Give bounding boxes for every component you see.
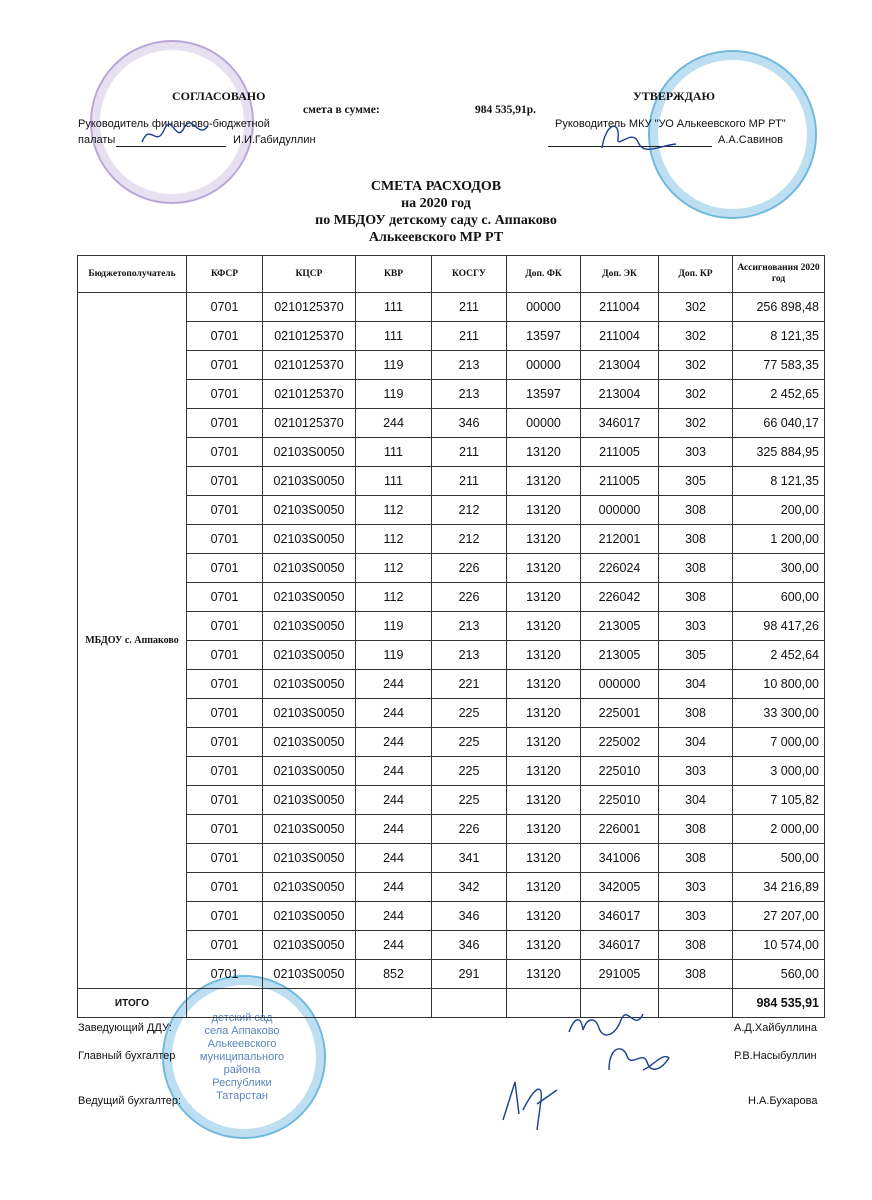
table-cell: 8 121,35 <box>733 322 825 351</box>
table-cell: 346017 <box>581 409 659 438</box>
table-cell: 119 <box>356 641 432 670</box>
table-cell: 13597 <box>507 322 581 351</box>
table-cell: 0701 <box>187 670 263 699</box>
table-cell: 02103S0050 <box>263 496 356 525</box>
table-cell: 303 <box>659 757 733 786</box>
table-cell: 211 <box>432 467 507 496</box>
table-cell: 77 583,35 <box>733 351 825 380</box>
table-cell: 308 <box>659 496 733 525</box>
table-cell: 02103S0050 <box>263 757 356 786</box>
sum-value: 984 535,91р. <box>475 104 537 116</box>
table-cell: 0701 <box>187 351 263 380</box>
table-cell: 225 <box>432 757 507 786</box>
table-cell: 13120 <box>507 931 581 960</box>
document-subtitle-year: на 2020 год <box>401 196 471 211</box>
total-row <box>78 989 825 1018</box>
table-cell: 346 <box>432 902 507 931</box>
table-cell: 213004 <box>581 351 659 380</box>
table-cell: 7 000,00 <box>733 728 825 757</box>
table-row <box>78 409 825 438</box>
table-cell: 244 <box>356 670 432 699</box>
lead-accountant-signature-scrawl <box>493 1070 563 1134</box>
table-cell: 213004 <box>581 380 659 409</box>
table-cell: 66 040,17 <box>733 409 825 438</box>
table-cell: 244 <box>356 931 432 960</box>
table-cell: 303 <box>659 902 733 931</box>
table-cell: 346017 <box>581 931 659 960</box>
table-cell: 000000 <box>581 670 659 699</box>
agreed-label: СОГЛАСОВАНО <box>172 89 266 103</box>
table-cell: 2 452,65 <box>733 380 825 409</box>
table-cell: 226 <box>432 815 507 844</box>
table-cell: 112 <box>356 525 432 554</box>
table-cell: 13597 <box>507 380 581 409</box>
table-cell: 211004 <box>581 322 659 351</box>
table-row <box>78 728 825 757</box>
table-row <box>78 757 825 786</box>
table-cell: 13120 <box>507 902 581 931</box>
table-cell: 0701 <box>187 438 263 467</box>
empty-cell <box>187 989 263 1018</box>
table-cell: 0701 <box>187 960 263 989</box>
head-label: Заведующий ДДУ: <box>78 1022 172 1034</box>
table-row <box>78 844 825 873</box>
table-cell: 13120 <box>507 467 581 496</box>
table-cell: 308 <box>659 815 733 844</box>
table-cell: 13120 <box>507 815 581 844</box>
table-cell: 0701 <box>187 554 263 583</box>
table-cell: 225001 <box>581 699 659 728</box>
table-cell: 10 574,00 <box>733 931 825 960</box>
table-cell: 0701 <box>187 409 263 438</box>
table-cell: 0701 <box>187 815 263 844</box>
empty-cell <box>263 989 356 1018</box>
head-name: А.Д.Хайбуллина <box>734 1022 817 1034</box>
table-cell: 000000 <box>581 496 659 525</box>
table-cell: 305 <box>659 467 733 496</box>
table-cell: 02103S0050 <box>263 467 356 496</box>
table-cell: 13120 <box>507 670 581 699</box>
table-cell: 304 <box>659 786 733 815</box>
table-cell: 212 <box>432 525 507 554</box>
table-cell: 13120 <box>507 699 581 728</box>
table-cell: 300,00 <box>733 554 825 583</box>
table-cell: 02103S0050 <box>263 902 356 931</box>
table-cell: 341006 <box>581 844 659 873</box>
table-cell: 256 898,48 <box>733 293 825 322</box>
table-cell: 244 <box>356 902 432 931</box>
table-cell: 302 <box>659 409 733 438</box>
table-cell: 308 <box>659 844 733 873</box>
table-cell: 112 <box>356 583 432 612</box>
table-cell: 342005 <box>581 873 659 902</box>
table-cell: 600,00 <box>733 583 825 612</box>
table-row <box>78 612 825 641</box>
table-cell: 346 <box>432 409 507 438</box>
table-header-row <box>78 256 825 293</box>
table-row <box>78 554 825 583</box>
table-cell: 27 207,00 <box>733 902 825 931</box>
table-cell: 244 <box>356 873 432 902</box>
table-cell: 308 <box>659 960 733 989</box>
table-cell: 308 <box>659 583 733 612</box>
chief-accountant-label: Главный бухгалтер <box>78 1050 176 1062</box>
approved-label: УТВЕРЖДАЮ <box>633 89 716 103</box>
table-cell: 7 105,82 <box>733 786 825 815</box>
table-cell: 34 216,89 <box>733 873 825 902</box>
table-cell: 244 <box>356 844 432 873</box>
table-cell: 291 <box>432 960 507 989</box>
table-cell: 342 <box>432 873 507 902</box>
table-cell: 211005 <box>581 467 659 496</box>
table-cell: 0701 <box>187 293 263 322</box>
table-cell: 13120 <box>507 554 581 583</box>
table-cell: 213 <box>432 641 507 670</box>
table-row <box>78 496 825 525</box>
table-cell: 111 <box>356 438 432 467</box>
table-row <box>78 902 825 931</box>
stamp-line: детский сад <box>211 1012 273 1024</box>
column-header: КОСГУ <box>432 256 507 293</box>
table-cell: 02103S0050 <box>263 815 356 844</box>
table-cell: 13120 <box>507 438 581 467</box>
table-cell: 308 <box>659 525 733 554</box>
table-row <box>78 960 825 989</box>
table-row <box>78 525 825 554</box>
table-cell: 212001 <box>581 525 659 554</box>
total-label: ИТОГО <box>78 989 187 1018</box>
table-cell: 346017 <box>581 902 659 931</box>
chief-accountant-signature-scrawl <box>603 1040 673 1076</box>
table-cell: 02103S0050 <box>263 728 356 757</box>
table-cell: 225010 <box>581 786 659 815</box>
table-cell: 02103S0050 <box>263 844 356 873</box>
table-cell: 225010 <box>581 757 659 786</box>
table-cell: 119 <box>356 351 432 380</box>
table-cell: 0701 <box>187 525 263 554</box>
table-row <box>78 293 825 322</box>
table-cell: 02103S0050 <box>263 699 356 728</box>
table-cell: 02103S0050 <box>263 554 356 583</box>
table-cell: 308 <box>659 931 733 960</box>
document-title: СМЕТА РАСХОДОВ <box>370 179 502 194</box>
left-signer-name: И.И.Габидуллин <box>233 134 316 146</box>
table-cell: 0701 <box>187 786 263 815</box>
table-cell: 305 <box>659 641 733 670</box>
empty-cell <box>659 989 733 1018</box>
table-cell: 213005 <box>581 641 659 670</box>
table-cell: 0701 <box>187 757 263 786</box>
table-cell: 13120 <box>507 960 581 989</box>
table-cell: 212 <box>432 496 507 525</box>
table-cell: 0701 <box>187 467 263 496</box>
column-header: КВР <box>356 256 432 293</box>
table-cell: 02103S0050 <box>263 438 356 467</box>
table-cell: 13120 <box>507 583 581 612</box>
column-header: КЦСР <box>263 256 356 293</box>
head-signature-scrawl <box>565 1010 645 1040</box>
table-cell: 213 <box>432 380 507 409</box>
table-cell: 225002 <box>581 728 659 757</box>
table-cell: 119 <box>356 612 432 641</box>
table-cell: 302 <box>659 380 733 409</box>
table-cell: 0210125370 <box>263 293 356 322</box>
table-cell: 308 <box>659 699 733 728</box>
table-cell: 225 <box>432 699 507 728</box>
table-cell: 0701 <box>187 583 263 612</box>
table-row <box>78 467 825 496</box>
stamp-line: села Аппаково <box>204 1025 280 1037</box>
table-cell: 13120 <box>507 844 581 873</box>
kindergarten-stamp-text <box>186 1012 298 1103</box>
table-cell: 0210125370 <box>263 351 356 380</box>
table-cell: 304 <box>659 728 733 757</box>
table-row <box>78 380 825 409</box>
left-role-line2: палаты <box>78 134 116 146</box>
table-cell: 00000 <box>507 409 581 438</box>
table-cell: 852 <box>356 960 432 989</box>
right-signer-name: А.А.Савинов <box>718 134 783 146</box>
column-header: Доп. ФК <box>507 256 581 293</box>
table-cell: 0701 <box>187 873 263 902</box>
table-cell: 0701 <box>187 844 263 873</box>
stamp-line: муниципального района <box>199 1051 285 1076</box>
column-header: Ассигнования 2020 год <box>733 256 825 293</box>
table-cell: 00000 <box>507 351 581 380</box>
table-cell: 02103S0050 <box>263 670 356 699</box>
table-cell: 211 <box>432 293 507 322</box>
table-cell: 00000 <box>507 293 581 322</box>
table-cell: 211 <box>432 322 507 351</box>
table-cell: 8 121,35 <box>733 467 825 496</box>
table-cell: 112 <box>356 496 432 525</box>
table-row <box>78 873 825 902</box>
lead-accountant-label: Ведущий бухгалтер: <box>78 1095 182 1107</box>
table-cell: 3 000,00 <box>733 757 825 786</box>
table-row <box>78 670 825 699</box>
table-cell: 02103S0050 <box>263 960 356 989</box>
table-cell: 33 300,00 <box>733 699 825 728</box>
table-cell: 111 <box>356 322 432 351</box>
sum-label: смета в сумме: <box>303 104 380 116</box>
table-cell: 303 <box>659 438 733 467</box>
table-cell: 0701 <box>187 728 263 757</box>
left-role-line1: Руководитель финансово-бюджетной <box>78 118 270 130</box>
right-signature-scrawl <box>598 118 678 152</box>
table-cell: 0210125370 <box>263 322 356 351</box>
table-cell: 560,00 <box>733 960 825 989</box>
table-cell: 302 <box>659 351 733 380</box>
table-cell: 0701 <box>187 931 263 960</box>
table-cell: 119 <box>356 380 432 409</box>
stamp-line: Республики Татарстан <box>212 1077 272 1102</box>
table-cell: 13120 <box>507 728 581 757</box>
table-row <box>78 438 825 467</box>
table-cell: 0701 <box>187 496 263 525</box>
table-cell: 221 <box>432 670 507 699</box>
table-cell: 304 <box>659 670 733 699</box>
table-cell: 226001 <box>581 815 659 844</box>
expense-table <box>77 255 825 1018</box>
table-cell: 13120 <box>507 525 581 554</box>
table-cell: 303 <box>659 873 733 902</box>
left-signature-scrawl <box>140 120 210 150</box>
table-cell: 13120 <box>507 496 581 525</box>
lead-accountant-name: Н.А.Бухарова <box>748 1095 818 1107</box>
table-cell: 302 <box>659 293 733 322</box>
table-cell: 13120 <box>507 612 581 641</box>
table-cell: 0701 <box>187 699 263 728</box>
table-row <box>78 815 825 844</box>
table-cell: 302 <box>659 322 733 351</box>
table-cell: 325 884,95 <box>733 438 825 467</box>
table-row <box>78 322 825 351</box>
table-cell: 2 452,64 <box>733 641 825 670</box>
empty-cell <box>356 989 432 1018</box>
table-cell: 0210125370 <box>263 409 356 438</box>
table-cell: 98 417,26 <box>733 612 825 641</box>
table-cell: 303 <box>659 612 733 641</box>
table-row <box>78 583 825 612</box>
table-cell: 0701 <box>187 902 263 931</box>
table-cell: 244 <box>356 699 432 728</box>
table-cell: 111 <box>356 293 432 322</box>
table-cell: 226 <box>432 583 507 612</box>
table-cell: 112 <box>356 554 432 583</box>
document-subtitle-org: по МБДОУ детскому саду с. Аппаково <box>315 213 557 228</box>
table-cell: 13120 <box>507 757 581 786</box>
column-header: Бюджетополучатель <box>78 256 187 293</box>
table-cell: 02103S0050 <box>263 583 356 612</box>
table-cell: 225 <box>432 728 507 757</box>
table-cell: 13120 <box>507 641 581 670</box>
table-row <box>78 641 825 670</box>
total-value: 984 535,91 <box>733 989 825 1018</box>
table-cell: 211005 <box>581 438 659 467</box>
table-cell: 1 200,00 <box>733 525 825 554</box>
stamp-line: Алькеевского <box>207 1038 277 1050</box>
table-cell: 0210125370 <box>263 380 356 409</box>
table-cell: 244 <box>356 786 432 815</box>
table-cell: 02103S0050 <box>263 873 356 902</box>
table-cell: 244 <box>356 757 432 786</box>
table-cell: 500,00 <box>733 844 825 873</box>
table-cell: 213 <box>432 351 507 380</box>
column-header: Доп. ЭК <box>581 256 659 293</box>
chief-accountant-name: Р.В.Насыбуллин <box>734 1050 817 1062</box>
table-cell: 0701 <box>187 322 263 351</box>
recipient-cell: МБДОУ с. Аппаково <box>78 293 187 989</box>
table-cell: 308 <box>659 554 733 583</box>
column-header: Доп. КР <box>659 256 733 293</box>
table-cell: 0701 <box>187 612 263 641</box>
table-cell: 291005 <box>581 960 659 989</box>
table-cell: 226 <box>432 554 507 583</box>
table-cell: 0701 <box>187 641 263 670</box>
table-cell: 244 <box>356 409 432 438</box>
table-cell: 13120 <box>507 873 581 902</box>
document-subtitle-region: Алькеевского МР РТ <box>368 230 504 245</box>
table-cell: 0701 <box>187 380 263 409</box>
table-cell: 226042 <box>581 583 659 612</box>
table-cell: 211 <box>432 438 507 467</box>
table-cell: 111 <box>356 467 432 496</box>
table-row <box>78 786 825 815</box>
table-cell: 10 800,00 <box>733 670 825 699</box>
table-cell: 02103S0050 <box>263 786 356 815</box>
right-role: Руководитель МКУ "УО Алькеевского МР РТ" <box>555 118 786 130</box>
table-cell: 02103S0050 <box>263 641 356 670</box>
table-cell: 244 <box>356 815 432 844</box>
table-cell: 346 <box>432 931 507 960</box>
empty-cell <box>432 989 507 1018</box>
table-cell: 200,00 <box>733 496 825 525</box>
table-cell: 13120 <box>507 786 581 815</box>
table-cell: 244 <box>356 728 432 757</box>
table-cell: 02103S0050 <box>263 525 356 554</box>
table-cell: 226024 <box>581 554 659 583</box>
column-header: КФСР <box>187 256 263 293</box>
table-row <box>78 931 825 960</box>
table-cell: 213 <box>432 612 507 641</box>
table-row <box>78 699 825 728</box>
table-cell: 213005 <box>581 612 659 641</box>
table-row <box>78 351 825 380</box>
table-cell: 225 <box>432 786 507 815</box>
table-cell: 211004 <box>581 293 659 322</box>
table-cell: 341 <box>432 844 507 873</box>
table-cell: 02103S0050 <box>263 612 356 641</box>
table-cell: 2 000,00 <box>733 815 825 844</box>
table-cell: 02103S0050 <box>263 931 356 960</box>
